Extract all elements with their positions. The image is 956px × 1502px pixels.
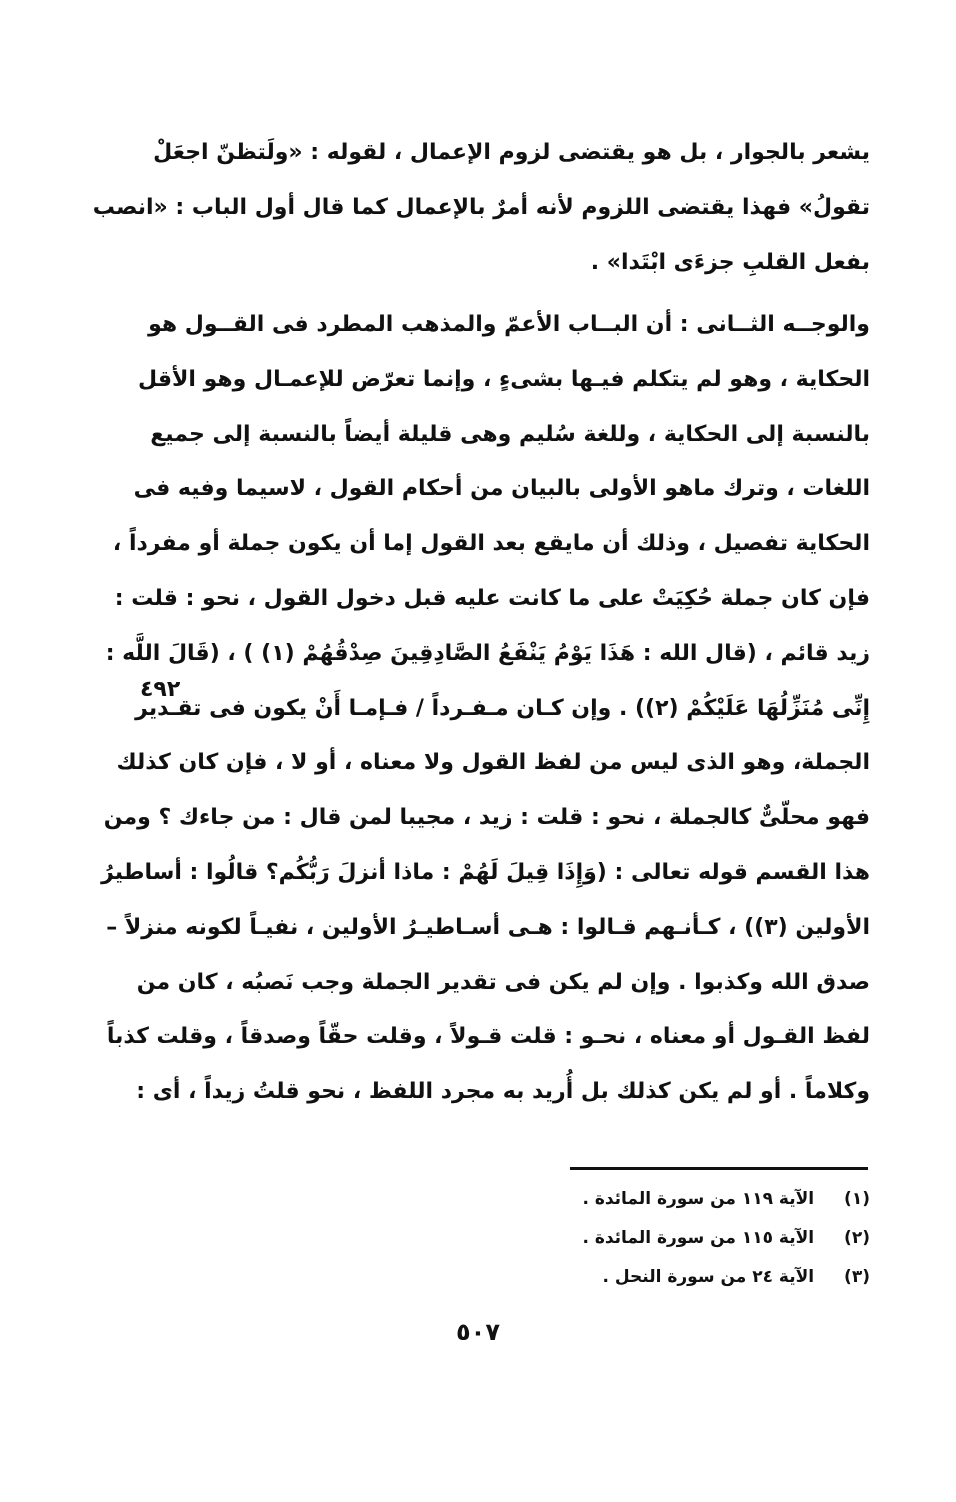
page-number: ٥٠٧ [456,1318,500,1346]
text-line: فإن كان جملة حُكِيَتْ على ما كانت عليه قبل دخول القول ، نحو : قلت : [114,585,870,611]
text-line: زيد قائم ، (قال الله : هَذَا يَوْمُ يَنْفَعُ الصَّادِقِينَ صِدْقُهُمْ (١) ) ، (قَالَ اللَّه : [105,640,870,666]
text-line: إِنِّى مُنَزِّلُهَا عَلَيْكُمْ (٢)) . وإن كـان مـفـرداً / فـإمـا أَنْ يكون فى تقـدير [135,695,870,721]
text-line: الحكاية ، وهو لم يتكلم فيـها بشىءٍ ، وإنما تعرّض للإعمـال وهو الأقل [137,366,870,392]
text-line: بالنسبة إلى الحكاية ، وللغة سُليم وهى قليلة أيضاً بالنسبة إلى جميع [150,421,870,447]
footnote-number: (١) [844,1189,870,1209]
footnote [450,1258,870,1297]
text-line: بفعل القلبِ جزءَى ابْتَدا» . [590,249,870,275]
text-line: صدق الله وكذبوا . وإن لم يكن فى تقدير الجملة وجب نَصبُه ، كان من [136,969,870,995]
footnote [450,1180,870,1219]
text-line: تقولُ» فهذا يقتضى اللزوم لأنه أمرٌ بالإعمال كما قال أول الباب : «انصب [92,194,870,220]
footnote-divider [570,1167,868,1170]
footnote [450,1219,870,1258]
footnote-text: الآية ١١٥ من سورة المائدة . [582,1228,815,1248]
text-line: يشعر بالجوار ، بل هو يقتضى لزوم الإعمال ، لقوله : «ولَتظنّ اجعَلْ [153,140,870,165]
text-line: اللغات ، وترك ماهو الأولى بالبيان من أحكام القول ، لاسيما وفيه فى [133,476,870,502]
text-line: لفظ القـول أو معناه ، نحـو : قلت قـولاً ، وقلت حقّاً وصدقاً ، وقلت كذباً [106,1024,870,1050]
text-line: والوجــه الثــانى : أن البــاب الأعمّ والمذهب المطرد فى القــول هو [148,312,870,337]
text-line: الأولين (٣)) ، كـأنـهم قـالوا : هـى أسـاطيـرُ الأولين ، نفيـاً لكونه منزلاً – [106,914,870,940]
text-line: الحكاية تفصيل ، وذلك أن مايقع بعد القول إما أن يكون جملة أو مفرداً ، [112,531,870,557]
margin-page-reference: ٤٩٢ [140,677,181,702]
footnote-text: الآية ١١٩ من سورة المائدة . [582,1189,815,1209]
text-line: هذا القسم قوله تعالى : (وَإِذَا قِيلَ لَهُمْ : ماذا أنزلَ رَبُّكُم؟ قالُوا : أساطيرُ [101,859,870,885]
footnote-text: الآية ٢٤ من سورة النحل . [602,1267,815,1287]
footnote-number: (٢) [844,1228,870,1248]
footnote-number: (٣) [844,1267,870,1287]
text-line: الجملة، وهو الذى ليس من لفظ القول ولا معناه ، أو لا ، فإن كان كذلك [116,750,870,776]
footnotes [450,1180,870,1297]
text-line: وكلاماً . أو لم يكن كذلك بل أُريد به مجرد اللفظ ، نحو قلتُ زيداً ، أى : [136,1079,870,1105]
text-line: فهو محلّىٌّ كالجملة ، نحو : قلت : زيد ، مجيبا لمن قال : من جاءك ؟ ومن [103,805,870,831]
paragraph-1 [92,126,870,290]
